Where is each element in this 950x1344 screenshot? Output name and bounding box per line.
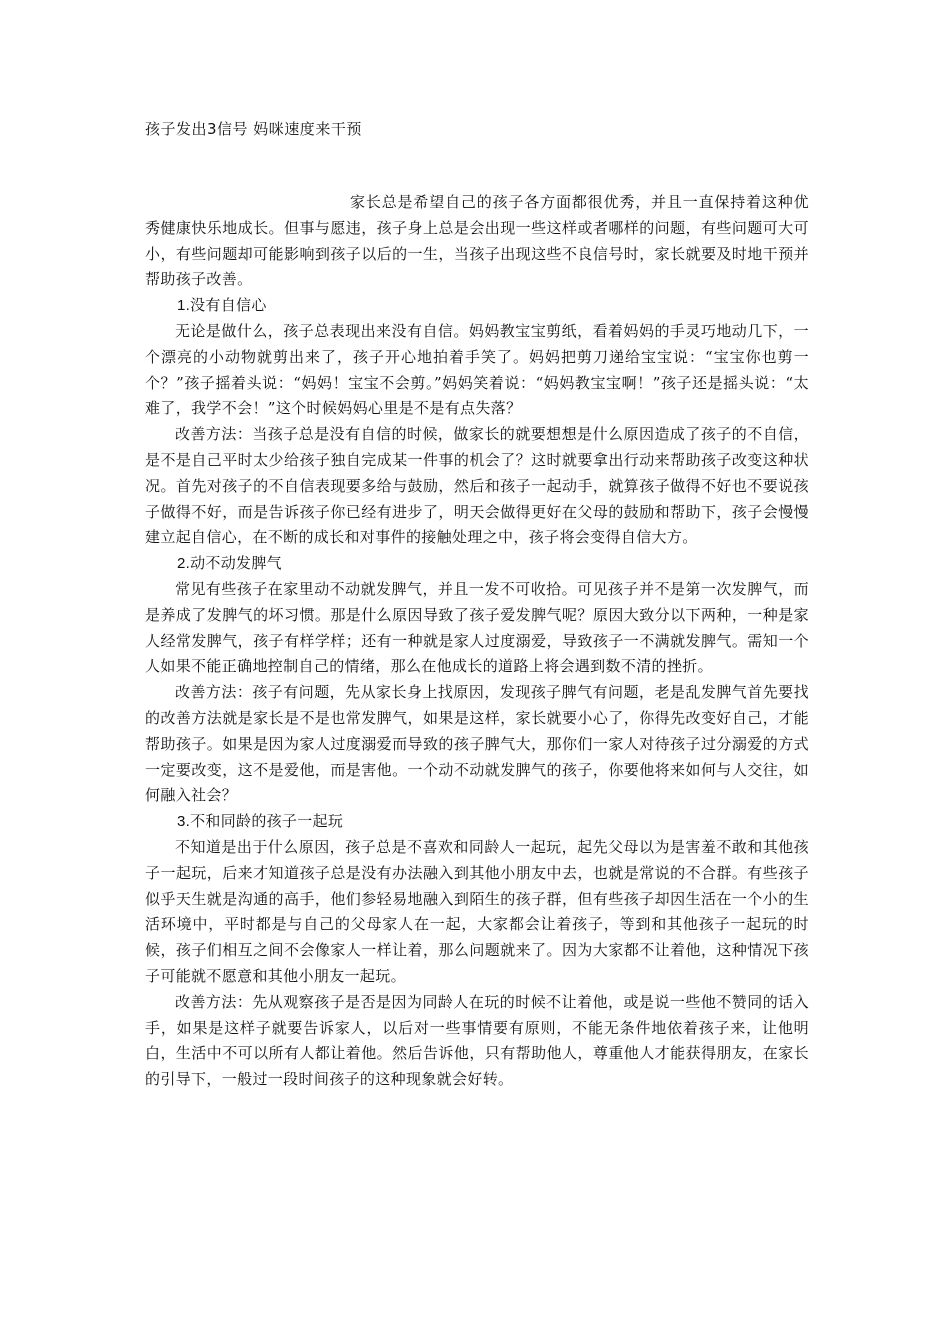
section-heading-2 (145, 551, 809, 577)
section-heading-text: 不和同龄的孩子一起玩 (190, 812, 344, 831)
section-number: 3. (177, 813, 191, 831)
section-solution-paragraph: 改善方法：孩子有问题，先从家长身上找原因，发现孩子脾气有问题，老是乱发脾气首先要找的改善方法就是家长是不是也常发脾气，如果是这样，家长就要小心了，你得先改变好自己，才能帮助孩子。如果是因为家人过度溺爱而导致的孩子脾气大，那你们一家人对待孩子过分溺爱的方式一定要改变，这不是爱他，而是害他。一个动不动就发脾气的孩子，你要他将来如何与人交往，如何融入社会？ (145, 683, 809, 805)
section-number: 2. (177, 555, 191, 573)
section-heading-text: 动不动发脾气 (190, 554, 282, 573)
section-heading-3 (145, 809, 809, 835)
section-solution-paragraph: 改善方法：先从观察孩子是否是因为同龄人在玩的时候不让着他，或是说一些他不赞同的话入手，如果是这样子就要告诉家人，以后对一些事情要有原则，不能无条件地依着孩子来，让他明白，生活中不可以所有人都让着他。然后告诉他，只有帮助他人，尊重他人才能获得朋友，在家长的引导下，一般过一段时间孩子的这种现象就会好转。 (145, 992, 809, 1089)
section-number: 1. (177, 297, 191, 315)
section-heading-text: 没有自信心 (190, 296, 267, 315)
section-solution-paragraph: 改善方法：当孩子总是没有自信的时候，做家长的就要想想是什么原因造成了孩子的不自信，是不是自己平时太少给孩子独自完成某一件事的机会了？这时就要拿出行动来帮助孩子改变这种状况。首先对孩子的不自信表现要多给与鼓励，然后和孩子一起动手，就算孩子做得不好也不要说孩子做得不好，而是告诉孩子你已经有进步了，明天会做得更好在父母的鼓励和帮助下，孩子会慢慢建立起自信心，在不断的成长和对事件的接触处理之中，孩子将会变得自信大方。 (145, 425, 809, 547)
section-description-paragraph: 无论是做什么，孩子总表现出来没有自信。妈妈教宝宝剪纸，看着妈妈的手灵巧地动几下，一个漂亮的小动物就剪出来了，孩子开心地拍着手笑了。妈妈把剪刀递给宝宝说：“宝宝你也剪一个？”孩子摇着头说：“妈妈！宝宝不会剪。”妈妈笑着说：“妈妈教宝宝啊！”孩子还是摇头说：“太难了，我学不会！”这个时候妈妈心里是不是有点失落？ (145, 321, 809, 418)
section-description-paragraph: 常见有些孩子在家里动不动就发脾气，并且一发不可收拾。可见孩子并不是第一次发脾气，而是养成了发脾气的坏习惯。那是什么原因导致了孩子爱发脾气呢？原因大致分以下两种，一种是家人经常发脾气，孩子有样学样；还有一种就是家人过度溺爱，导致孩子一不满就发脾气。需知一个人如果不能正确地控制自己的情绪，那么在他成长的道路上将会遇到数不清的挫折。 (145, 579, 809, 676)
document-title: 孩子发出3信号 妈咪速度来干预 (145, 120, 362, 138)
intro-paragraph: 家长总是希望自己的孩子各方面都很优秀，并且一直保持着这种优秀健康快乐地成长。但事与愿违，孩子身上总是会出现一些这样或者哪样的问题，有些问题可大可小，有些问题却可能影响到孩子以后的一生，当孩子出现这些不良信号时，家长就要及时地干预并帮助孩子改善。 (145, 193, 809, 289)
document-body (145, 190, 809, 1093)
section-description-paragraph: 不知道是出于什么原因，孩子总是不喜欢和同龄人一起玩，起先父母以为是害羞不敢和其他孩子一起玩，后来才知道孩子总是没有办法融入到其他小朋友中去，也就是常说的不合群。有些孩子似乎天生就是沟通的高手，他们参轻易地融入到陌生的孩子群，但有些孩子却因生活在一个小的生活环境中，平时都是与自己的父母家人在一起，大家都会让着孩子，等到和其他孩子一起玩的时候，孩子们相互之间不会像家人一样让着，那么问题就来了。因为大家都不让着他，这种情况下孩子可能就不愿意和其他小朋友一起玩。 (145, 837, 809, 985)
section-heading-1 (145, 293, 809, 319)
